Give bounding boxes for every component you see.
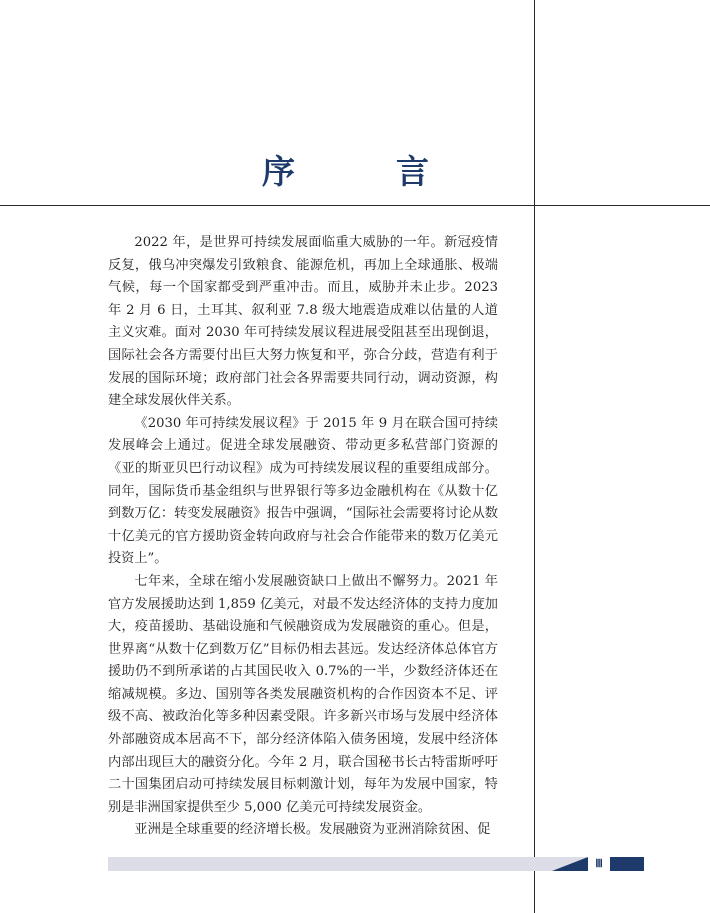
footer-bar [108, 857, 586, 871]
paragraph-2: 《2030 年可持续发展议程》于 2015 年 9 月在联合国可持续发展峰会上通过。促进全球发展融资、带动更多私营部门资源的《亚的斯亚贝巴行动议程》成为可持续发展议程的重要组成部分。同年，国际货币基金组织与世界银行等多边金融机构在《从数十亿到数万亿：转变发展融资》报告中强调，“国际社会需要将讨论从数十亿美元的官方援助资金转向政府与社会合作能带来的数万亿美元投资上”。 [108, 415, 498, 567]
body-text [108, 232, 498, 842]
paragraph-4: 亚洲是全球重要的经济增长极。发展融资为亚洲消除贫困、促 [134, 822, 491, 838]
vertical-rule [534, 0, 535, 913]
footer-triangle [552, 857, 588, 871]
page-title: 序 言 [262, 152, 463, 191]
footer-block [610, 857, 644, 871]
paragraph-3: 七年来，全球在缩小发展融资缺口上做出不懈努力。2021 年官方发展援助达到 1,859 亿美元，对最不发达经济体的支持力度加大，疫苗援助、基础设施和气候融资成为发展融资的重心。但是，世界离“从数十亿到数万亿”目标仍相去甚远。发达经济体总体官方援助仍不到所承诺的占其国民收入 0.7%的一半，少数经济体还在缩减规模。多边、国别等各类发展融资机构的合作因资本不足、评级不高、被政治化等多种因素受限。许多新兴市场与发展中经济体外部融资成本居高不下，部分经济体陷入债务困境，发展中经济体内部出现巨大的融资分化。今年 2 月，联合国秘书长古特雷斯呼吁二十国集团启动可持续发展目标刺激计划，每年为发展中国家，特别是非洲国家提供至少 5,000 亿美元可持续发展资金。 [108, 573, 498, 815]
paragraph-1: 2022 年，是世界可持续发展面临重大威胁的一年。新冠疫情反复，俄乌冲突爆发引致粮食、能源危机，再加上全球通胀、极端气候，每一个国家都受到严重冲击。而且，威胁并未止步。2023 年 2 月 6 日，土耳其、叙利亚 7.8 级大地震造成难以估量的人道主义灾难。面对 2030 年可持续发展议程进展受阻甚至出现倒退，国际社会各方需要付出巨大努力恢复和平，弥合分歧，营造有利于发展的国际环境；政府部门社会各界需要共同行动，调动资源，构建全球发展伙伴关系。 [108, 235, 498, 409]
page-number: Ⅲ [595, 858, 603, 870]
horizontal-rule [0, 205, 710, 206]
